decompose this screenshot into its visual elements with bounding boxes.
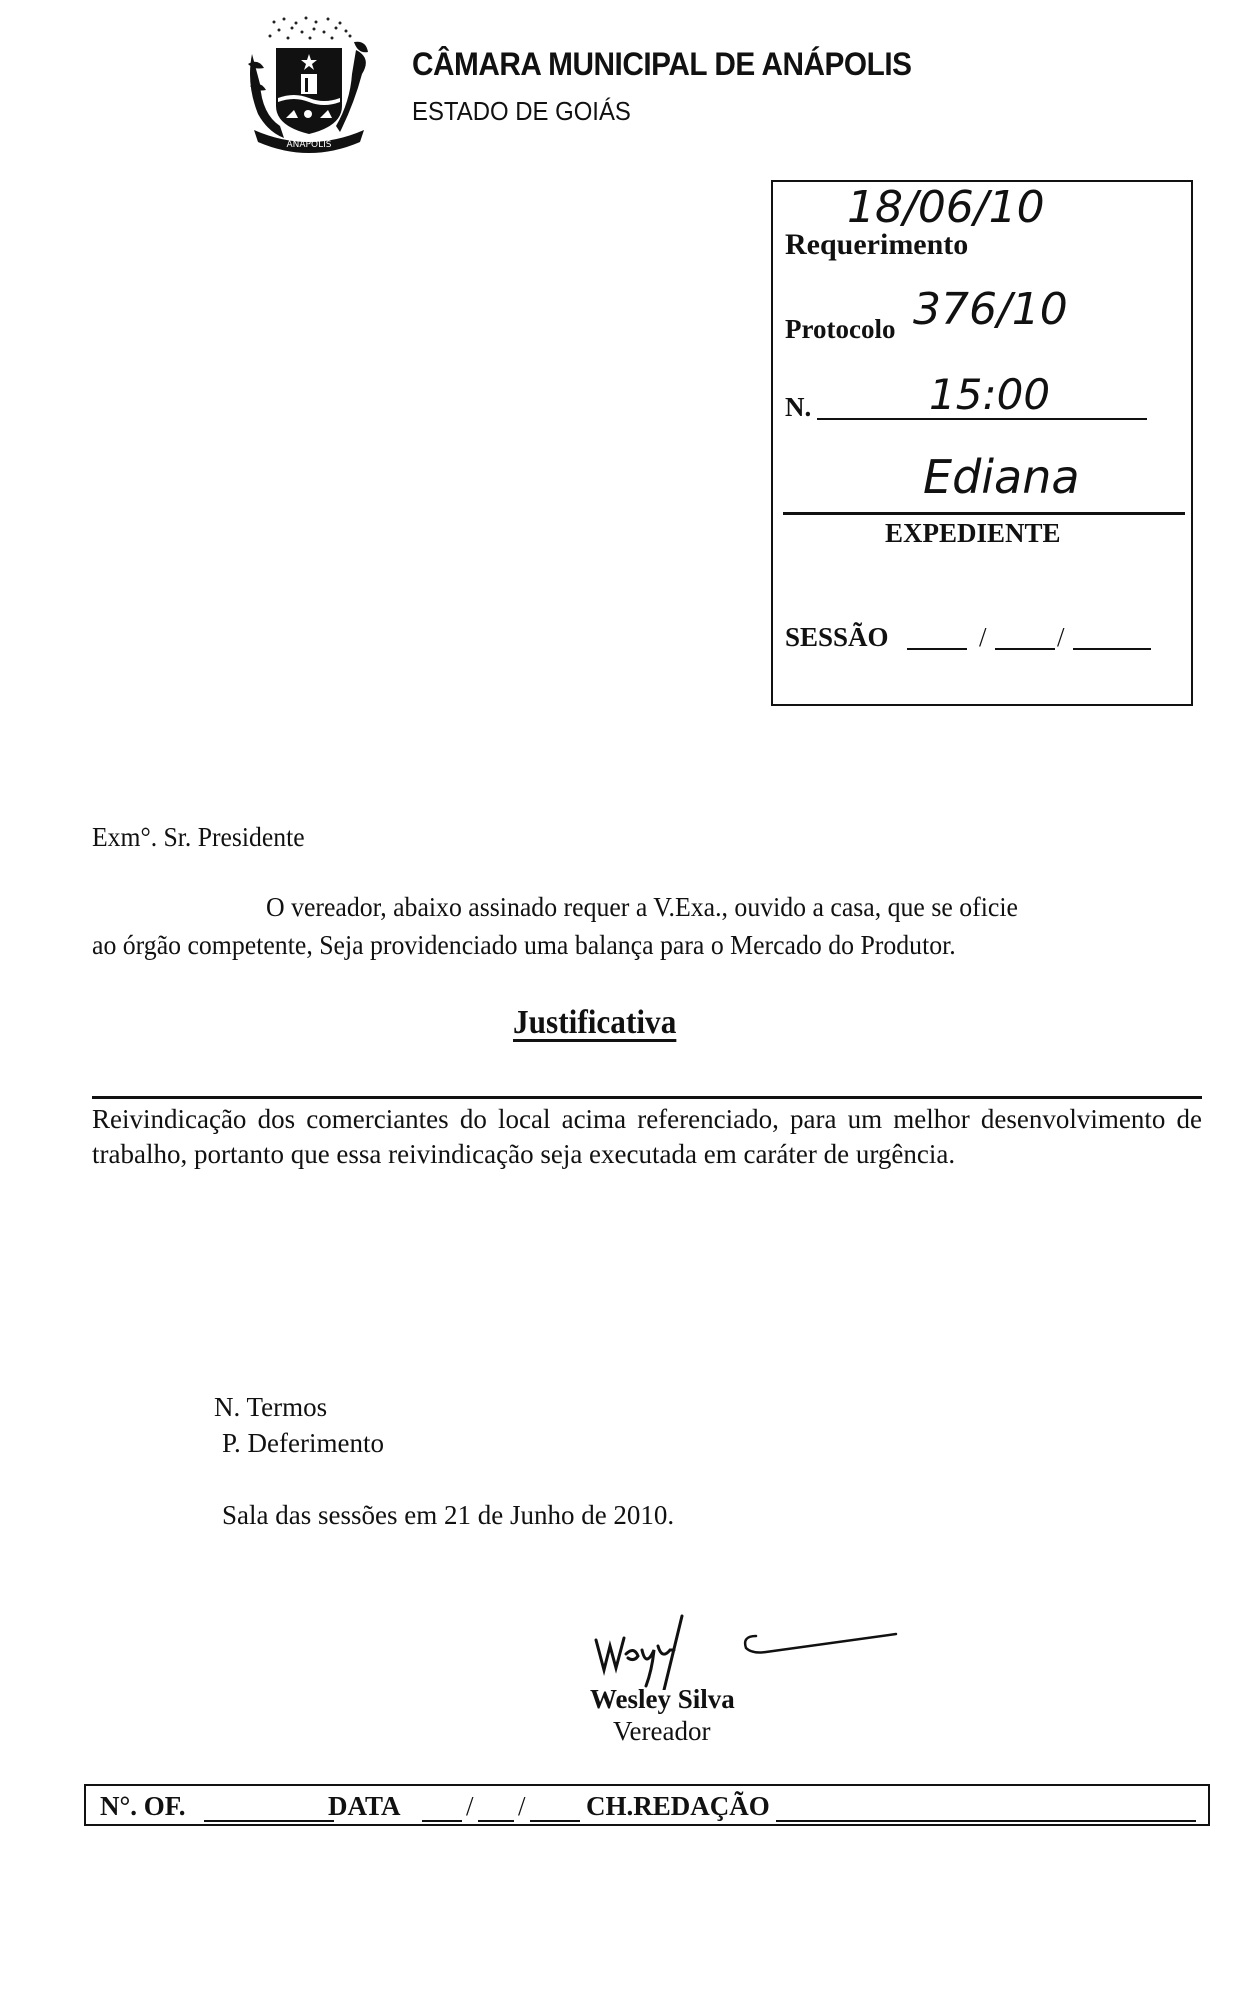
request-paragraph-line1: O vereador, abaixo assinado requer a V.Exa., ouvido a casa, que se oficie	[266, 892, 1018, 922]
data-separator: /	[466, 1791, 474, 1821]
handwritten-date: 18/06/10	[847, 182, 1045, 233]
salutation: Exm°. Sr. Presidente	[92, 822, 305, 852]
data-day-blank	[422, 1820, 462, 1822]
coat-of-arms-logo	[244, 14, 374, 156]
sessao-year-blank	[1073, 648, 1151, 650]
redacao-blank	[776, 1820, 1196, 1822]
protocolo-label: Protocolo	[785, 314, 896, 344]
data-year-blank	[530, 1820, 580, 1822]
justification-heading: Justificativa	[513, 1004, 677, 1041]
data-label: DATA	[328, 1791, 401, 1821]
office-number-blank	[204, 1820, 334, 1822]
institution-subtitle: ESTADO DE GOIÁS	[412, 96, 631, 126]
institution-title: CÂMARA MUNICIPAL DE ANÁPOLIS	[412, 46, 912, 82]
data-separator: /	[518, 1791, 526, 1821]
signatory-name: Wesley Silva	[590, 1684, 735, 1714]
expediente-label: EXPEDIENTE	[885, 518, 1061, 548]
expediente-rule	[783, 512, 1185, 515]
sessao-separator: /	[1057, 622, 1065, 652]
svg-text:ANÁPOLIS: ANÁPOLIS	[286, 140, 332, 150]
sessao-label: SESSÃO	[785, 622, 889, 652]
data-month-blank	[478, 1820, 514, 1822]
n-time-value: 15:00	[929, 370, 1051, 419]
signatory-role: Vereador	[613, 1716, 711, 1746]
request-paragraph-line2: ao órgão competente, Seja providenciado uma balança para o Mercado do Produtor.	[92, 930, 956, 960]
requerimento-label: Requerimento	[785, 228, 969, 261]
office-footer-box	[84, 1784, 1210, 1826]
receiver-signature: Ediana	[923, 450, 1080, 504]
protocolo-number: 376/10	[913, 284, 1068, 335]
redacao-label: CH.REDAÇÃO	[586, 1791, 770, 1821]
sessao-separator: /	[979, 622, 987, 652]
n-label: N.	[785, 392, 812, 422]
justification-rule	[92, 1096, 1202, 1099]
sessao-day-blank	[907, 648, 967, 650]
justification-paragraph: Reivindicação dos comerciantes do local acima referenciado, para um melhor desenvolvimento de trabalho, portanto que essa reivindicação seja executada em caráter de urgência.	[92, 1104, 1202, 1169]
closing-n-termos: N. Termos	[214, 1392, 328, 1422]
protocol-stamp-box	[771, 180, 1193, 706]
sessao-month-blank	[995, 648, 1055, 650]
closing-p-deferimento: P. Deferimento	[222, 1428, 384, 1458]
handwritten-signature	[586, 1610, 906, 1690]
office-number-label: N°. OF.	[100, 1791, 186, 1821]
place-and-date: Sala das sessões em 21 de Junho de 2010.	[222, 1500, 675, 1530]
